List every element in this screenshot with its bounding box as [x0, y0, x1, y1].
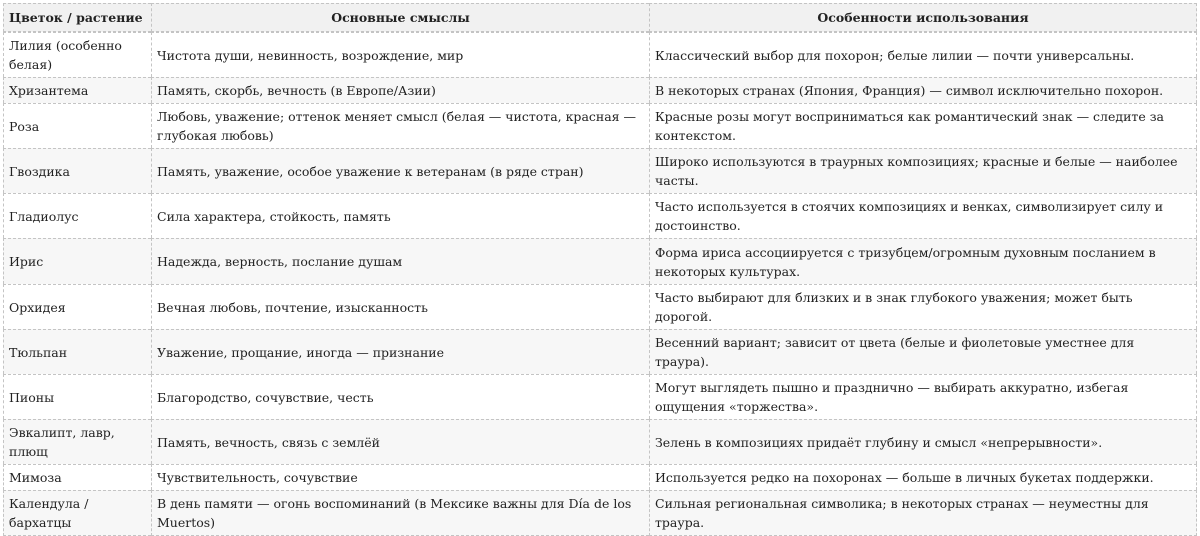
cell-meaning: Память, скорбь, вечность (в Европе/Азии) [151, 77, 649, 103]
cell-flower: Хризантема [3, 77, 151, 103]
table-row [3, 193, 1197, 238]
cell-meaning: Уважение, прощание, иногда — признание [151, 329, 649, 374]
cell-meaning: Память, уважение, особое уважение к ветеранам (в ряде стран) [151, 148, 649, 193]
cell-flower: Ирис [3, 238, 151, 284]
table-row [3, 419, 1197, 464]
header-usage: Особенности использования [649, 3, 1197, 32]
table-header-row [3, 3, 1197, 32]
cell-flower: Пионы [3, 374, 151, 419]
cell-usage: Форма ириса ассоциируется с тризубцем/огромным духовным посланием в некоторых культурах. [649, 238, 1197, 284]
table-row [3, 464, 1197, 490]
cell-usage: Широко используются в траурных композициях; красные и белые — наиболее часты. [649, 148, 1197, 193]
cell-usage: Часто используется в стоячих композициях и венках, символизирует силу и достоинство. [649, 193, 1197, 238]
cell-usage: Зелень в композициях придаёт глубину и смысл «непрерывности». [649, 419, 1197, 464]
cell-meaning: Чувствительность, сочувствие [151, 464, 649, 490]
cell-usage: Могут выглядеть пышно и празднично — выбирать аккуратно, избегая ощущения «торжества». [649, 374, 1197, 419]
cell-meaning: В день памяти — огонь воспоминаний (в Мексике важны для Día de los Muertos) [151, 490, 649, 536]
header-meaning: Основные смыслы [151, 3, 649, 32]
table-row [3, 77, 1197, 103]
cell-usage: В некоторых странах (Япония, Франция) — символ исключительно похорон. [649, 77, 1197, 103]
table-row [3, 490, 1197, 536]
cell-flower: Орхидея [3, 284, 151, 329]
cell-usage: Часто выбирают для близких и в знак глубокого уважения; может быть дорогой. [649, 284, 1197, 329]
cell-usage: Используется редко на похоронах — больше в личных букетах поддержки. [649, 464, 1197, 490]
table-row [3, 374, 1197, 419]
cell-flower: Календула / бархатцы [3, 490, 151, 536]
cell-meaning: Сила характера, стойкость, память [151, 193, 649, 238]
cell-meaning: Любовь, уважение; оттенок меняет смысл (белая — чистота, красная — глубокая любовь) [151, 103, 649, 148]
table-row [3, 32, 1197, 77]
cell-flower: Лилия (особенно белая) [3, 32, 151, 77]
table-row [3, 148, 1197, 193]
cell-meaning: Вечная любовь, почтение, изысканность [151, 284, 649, 329]
cell-meaning: Чистота души, невинность, возрождение, мир [151, 32, 649, 77]
cell-flower: Роза [3, 103, 151, 148]
funeral-flowers-table [3, 3, 1197, 536]
table-row [3, 329, 1197, 374]
table-row [3, 238, 1197, 284]
cell-usage: Классический выбор для похорон; белые лилии — почти универсальны. [649, 32, 1197, 77]
cell-meaning: Память, вечность, связь с землёй [151, 419, 649, 464]
cell-flower: Гвоздика [3, 148, 151, 193]
cell-usage: Сильная региональная символика; в некоторых странах — неуместны для траура. [649, 490, 1197, 536]
header-flower: Цветок / растение [3, 3, 151, 32]
cell-usage: Весенний вариант; зависит от цвета (белые и фиолетовые уместнее для траура). [649, 329, 1197, 374]
cell-usage: Красные розы могут восприниматься как романтический знак — следите за контекстом. [649, 103, 1197, 148]
cell-flower: Гладиолус [3, 193, 151, 238]
table-row [3, 284, 1197, 329]
table-row [3, 103, 1197, 148]
cell-meaning: Надежда, верность, послание душам [151, 238, 649, 284]
cell-flower: Мимоза [3, 464, 151, 490]
cell-flower: Эвкалипт, лавр, плющ [3, 419, 151, 464]
cell-flower: Тюльпан [3, 329, 151, 374]
cell-meaning: Благородство, сочувствие, честь [151, 374, 649, 419]
